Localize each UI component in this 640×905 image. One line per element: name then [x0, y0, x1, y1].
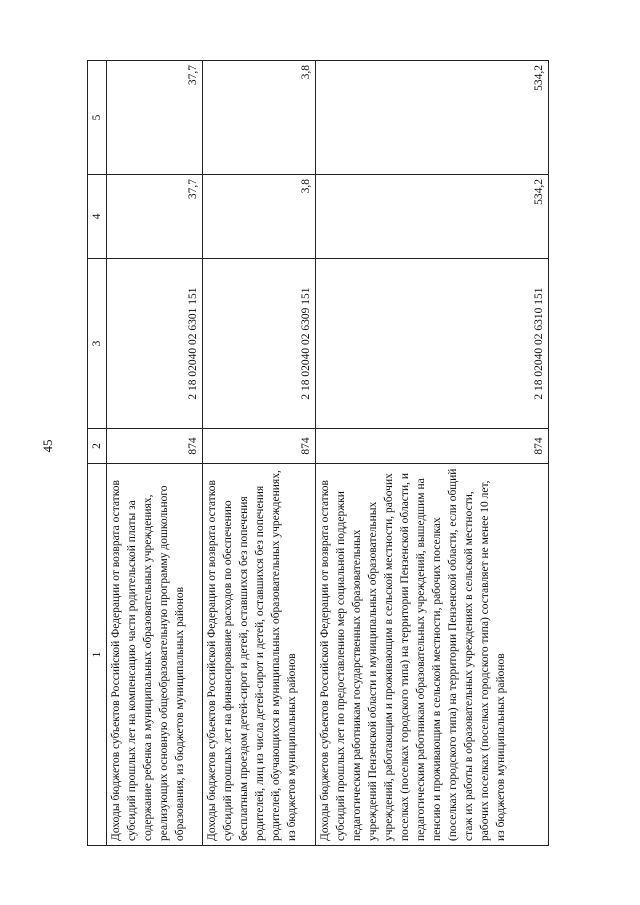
row-description: Доходы бюджетов субъектов Российской Федерации от возврата остатков субсидий прошлых лет на финансирование расходов по обеспечению бесплатным проездом детей-сирот и детей, оставшихся без попечения родителей, лиц из числа детей-сирот и детей, оставшихся без попечения родителей, обучающихся в муниципальных образовательных учреждениях, из бюджетов муниципальных районов: [203, 464, 316, 846]
row-admin-code: 874: [203, 429, 316, 464]
budget-table: [87, 60, 549, 846]
row-description: Доходы бюджетов субъектов Российской Федерации от возврата остатков субсидий прошлых лет по предоставлению мер социальной поддержки педагогическим работникам государственных образовательных учреждений Пензенской области и муниципальных образовательных учреждений, работающим и проживающим в сельской местности, рабочих поселках (поселках городского типа) на территории Пензенской области, и педагогическим работникам образовательных учреждений, вышедшим на пенсию и проживающим в сельской местности, рабочих поселках (поселках городского типа) на территории Пензенской области, если общий стаж их работы в образовательных учреждениях в сельской местности, рабочих поселках (поселках городского типа) составляет не менее 10 лет, из бюджетов муниципальных районов: [316, 464, 549, 846]
table-row: [203, 61, 316, 846]
header-col-5: 5: [88, 61, 107, 175]
row-value-col4: 37,7: [107, 175, 203, 259]
table-wrapper: [87, 61, 549, 846]
header-col-3: 3: [88, 259, 107, 429]
row-value-col4: 3,8: [203, 175, 316, 259]
page-number: 45: [40, 439, 55, 453]
header-row: [88, 61, 107, 846]
row-admin-code: 874: [107, 429, 203, 464]
row-value-col4: 534,2: [316, 175, 549, 259]
row-budget-code: 2 18 02040 02 6309 151: [203, 259, 316, 429]
row-budget-code: 2 18 02040 02 6301 151: [107, 259, 203, 429]
table-row: [107, 61, 203, 846]
row-budget-code: 2 18 02040 02 6310 151: [316, 259, 549, 429]
row-value-col5: 3,8: [203, 61, 316, 175]
header-col-2: 2: [88, 429, 107, 464]
row-value-col5: 534,2: [316, 61, 549, 175]
header-col-4: 4: [88, 175, 107, 259]
table-row: [316, 61, 549, 846]
table-rotor: [87, 61, 549, 846]
header-col-1: 1: [88, 464, 107, 846]
row-value-col5: 37,7: [107, 61, 203, 175]
row-description: Доходы бюджетов субъектов Российской Федерации от возврата остатков субсидий прошлых лет на компенсацию части родительской платы за содержание ребенка в муниципальных образовательных учреждениях, реализующих основную общеобразовательную программу дошкольного образования, из бюджетов муниципальных районов: [107, 464, 203, 846]
row-admin-code: 874: [316, 429, 549, 464]
